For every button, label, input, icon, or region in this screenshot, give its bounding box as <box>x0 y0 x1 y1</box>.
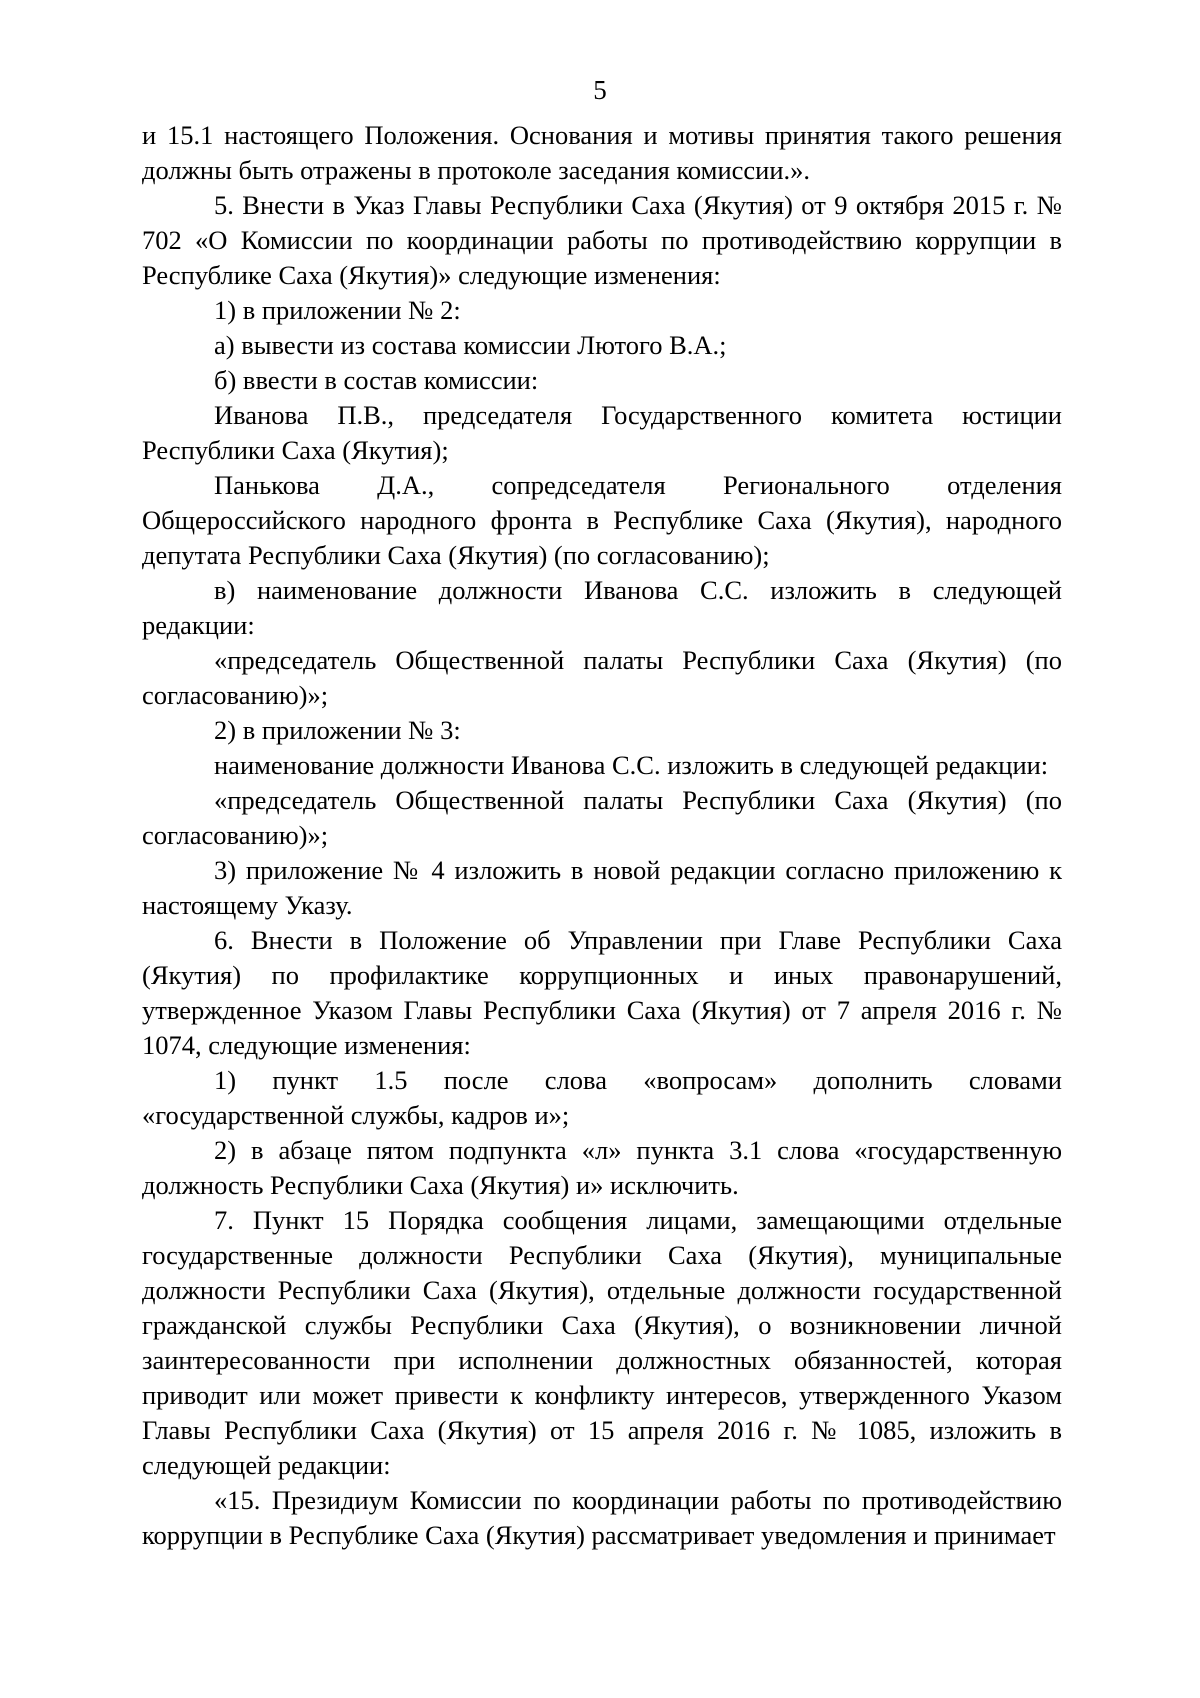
paragraph: 5. Внести в Указ Главы Республики Саха (Якутия) от 9 октября 2015 г. № 702 «О Комиссии по координации работы по противодействию коррупции в Республике Саха (Якутия)» следующие изменения: <box>142 190 1062 290</box>
paragraph: 7. Пункт 15 Порядка сообщения лицами, замещающими отдельные государственные должности Республики Саха (Якутия), муниципальные должности Республики Саха (Якутия), отдельные должности государственной гражданской службы Республики Саха (Якутия), о возникновении личной заинтересованности при исполнении должностных обязанностей, которая приводит или может привести к конфликту интересов, утвержденного Указом Главы Республики Саха (Якутия) от 15 апреля 2016 г. № 1085, изложить в следующей редакции: <box>142 1205 1062 1480</box>
paragraph: «председатель Общественной палаты Республики Саха (Якутия) (по согласованию)»; <box>142 785 1062 850</box>
page-number: 5 <box>593 75 607 105</box>
paragraph: и 15.1 настоящего Положения. Основания и мотивы принятия такого решения должны быть отражены в протоколе заседания комиссии.». <box>142 120 1062 185</box>
paragraph: наименование должности Иванова С.С. изложить в следующей редакции: <box>214 750 1049 780</box>
paragraph: «15. Президиум Комиссии по координации работы по противодействию коррупции в Республике Саха (Якутия) рассматривает уведомления и принимает <box>142 1485 1062 1550</box>
paragraph: 1) в приложении № 2: <box>214 295 461 325</box>
paragraph: 6. Внести в Положение об Управлении при Главе Республики Саха (Якутия) по профилактике коррупционных и иных правонарушений, утвержденное Указом Главы Республики Саха (Якутия) от 7 апреля 2016 г. № 1074, следующие изменения: <box>142 925 1062 1060</box>
paragraph: б) ввести в состав комиссии: <box>214 365 539 395</box>
paragraph: в) наименование должности Иванова С.С. изложить в следующей редакции: <box>142 575 1062 640</box>
paragraph: 3) приложение № 4 изложить в новой редакции согласно приложению к настоящему Указу. <box>142 855 1062 920</box>
paragraph: «председатель Общественной палаты Республики Саха (Якутия) (по согласованию)»; <box>142 645 1062 710</box>
paragraph: 1) пункт 1.5 после слова «вопросам» дополнить словами «государственной службы, кадров и»; <box>142 1065 1062 1130</box>
paragraph: 2) в приложении № 3: <box>214 715 461 745</box>
document-body <box>142 118 1062 1553</box>
paragraph: 2) в абзаце пятом подпункта «л» пункта 3.1 слова «государственную должность Республики Саха (Якутия) и» исключить. <box>142 1135 1062 1200</box>
paragraph: а) вывести из состава комиссии Лютого В.А.; <box>214 330 727 360</box>
paragraph: Панькова Д.А., сопредседателя Регионального отделения Общероссийского народного фронта в Республике Саха (Якутия), народного депутата Республики Саха (Якутия) (по согласованию); <box>142 470 1062 570</box>
paragraph: Иванова П.В., председателя Государственного комитета юстиции Республики Саха (Якутия); <box>142 400 1062 465</box>
